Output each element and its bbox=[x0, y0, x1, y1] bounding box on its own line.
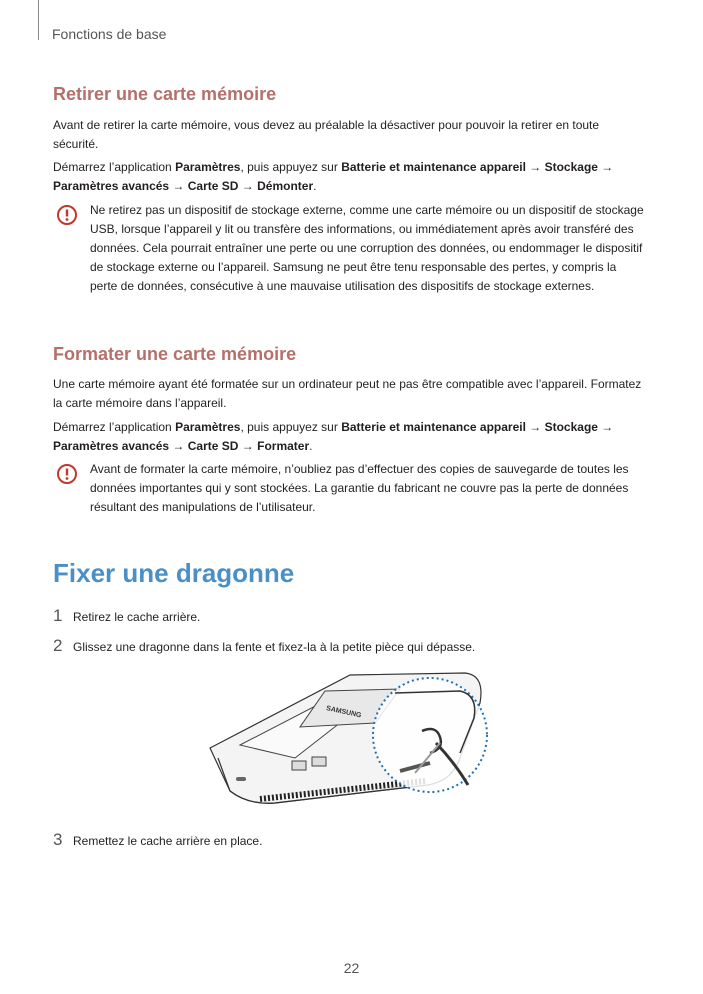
heading-formater-carte: Formater une carte mémoire bbox=[53, 344, 297, 364]
header-rule bbox=[38, 0, 39, 40]
heading-retirer-carte: Retirer une carte mémoire bbox=[53, 84, 277, 104]
step-number: 2 bbox=[53, 636, 63, 655]
paragraph-formater-path: Démarrez l’application Paramètres, puis appuyez sur Batterie et maintenance appareil → Stockage → Paramètres avancés → Carte SD → Formater. bbox=[53, 420, 614, 453]
step-number: 3 bbox=[53, 830, 63, 849]
step-1 bbox=[53, 606, 200, 626]
section-header: Fonctions de base bbox=[52, 26, 167, 42]
step-text: Retirez le cache arrière. bbox=[73, 610, 201, 624]
paragraph-retirer-intro: Avant de retirer la carte mémoire, vous devez au préalable la désactiver pour pouvoir la retirer en toute sécurité. bbox=[53, 118, 600, 151]
step-text: Remettez le cache arrière en place. bbox=[73, 834, 263, 848]
samsung-logo: SAMSUNG bbox=[325, 705, 362, 720]
caution-retirer-text: Ne retirez pas un dispositif de stockage externe, comme une carte mémoire ou un dispositif de stockage USB, lorsque l’appareil y lit ou transfère des informations, ou immédiatement après avoir transféré des données. Cela pourrait entraîner une perte ou une corruption des données, ou endommager le dispositif de stockage externe ou l’appareil. Samsung ne peut être tenu responsable des pertes, y compris la perte de données, consécutive à une mauvaise utilisation des dispositifs de stockage externes. bbox=[90, 203, 644, 293]
caution-formater-text: Avant de formater la carte mémoire, n’oubliez pas d’effectuer des copies de sauvegarde de toutes les données importantes qui y sont stockées. La garantie du fabricant ne couvre pas la perte de données résultant des manipulations de l’utilisateur. bbox=[90, 462, 629, 514]
caution-icon bbox=[55, 203, 79, 227]
page-number: 22 bbox=[343, 960, 360, 976]
paragraph-retirer-path: Démarrez l’application Paramètres, puis appuyez sur Batterie et maintenance appareil → Stockage → Paramètres avancés → Carte SD → Démonter. bbox=[53, 160, 614, 193]
caution-icon bbox=[55, 462, 79, 486]
step-number: 1 bbox=[53, 606, 63, 625]
paragraph-formater-intro: Une carte mémoire ayant été formatée sur un ordinateur peut ne pas être compatible avec l’appareil. Formatez la carte mémoire dans l’appareil. bbox=[53, 377, 642, 410]
step-text: Glissez une dragonne dans la fente et fixez-la à la petite pièce qui dépasse. bbox=[73, 640, 476, 654]
phone-strap-illustration bbox=[200, 663, 500, 813]
step-2 bbox=[53, 636, 475, 656]
heading-fixer-dragonne: Fixer une dragonne bbox=[53, 558, 295, 588]
step-3 bbox=[53, 830, 262, 850]
